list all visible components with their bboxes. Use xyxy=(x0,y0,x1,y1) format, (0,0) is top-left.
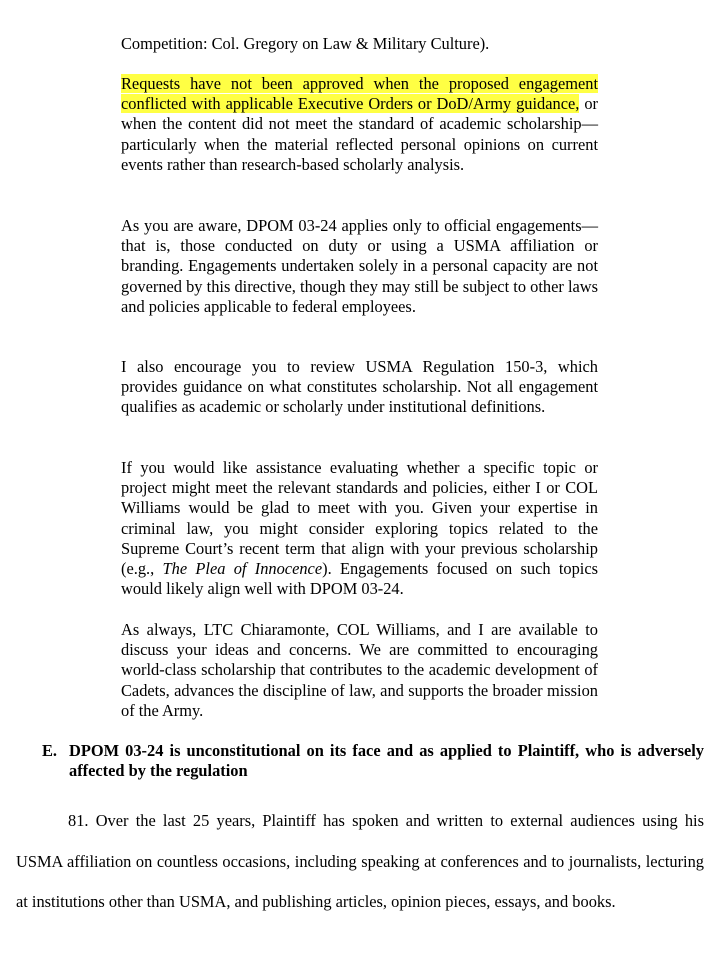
quote-paragraph-0: Competition: Col. Gregory on Law & Military Culture). xyxy=(121,34,490,53)
numbered-paragraph xyxy=(16,801,704,923)
quote-paragraph-3: I also encourage you to review USMA Regulation 150-3, which provides guidance on what constitutes scholarship. Not all engagement qualifies as academic or scholarly under institutional definitions. xyxy=(121,357,598,417)
section-label: E. xyxy=(42,741,58,760)
block-quote-paragraph-4 xyxy=(121,458,598,599)
block-quote-paragraph-5 xyxy=(121,620,598,721)
section-title: DPOM 03-24 is unconstitutional on its face and as applied to Plaintiff, who is adversely affected by the regulation xyxy=(69,741,704,781)
quote-paragraph-2: As you are aware, DPOM 03-24 applies only to official engagements—that is, those conducted on duty or using a USMA affiliation or branding. Engagements undertaken solely in a personal capacity are not governed by this directive, though they may still be subject to other laws and policies applicable to federal employees. xyxy=(121,216,598,316)
quote-paragraph-4-text-a: If you would like assistance evaluating whether a specific topic or project might meet the relevant standards and policies, either I or COL Williams would be glad to meet with you. Given your expertise in criminal law, you might consider exploring topics related to the Supreme Court’s recent term that align with your previous scholarship (e.g., xyxy=(121,458,598,579)
quote-paragraph-4-text-b: ). Engagements focused on such topics would likely align well with DPOM 03-24. xyxy=(121,559,598,599)
highlighted-text: Requests have not been approved when the proposed engagement conflicted with applicable Executive Orders or DoD/Army guidance, xyxy=(121,74,598,114)
block-quote-paragraph-1 xyxy=(121,74,598,175)
quote-paragraph-1-rest: or when the content did not meet the standard of academic scholarship—particularly when the material reflected personal opinions on current events rather than research-based scholarly analysis. xyxy=(121,94,598,174)
book-title: The Plea of Innocence xyxy=(162,559,323,579)
block-quote-paragraph-3 xyxy=(121,357,598,418)
block-quote-paragraph-2 xyxy=(121,216,598,317)
quote-paragraph-1 xyxy=(121,74,598,175)
section-heading xyxy=(42,741,704,781)
quote-paragraph-5: As always, LTC Chiaramonte, COL Williams, and I are available to discuss your ideas and concerns. We are committed to encouraging world-class scholarship that contributes to the academic development of Cadets, advances the discipline of law, and supports the broader mission of the Army. xyxy=(121,620,598,720)
quote-paragraph-4 xyxy=(121,458,598,599)
block-quote xyxy=(121,34,598,54)
paragraph-81: 81. Over the last 25 years, Plaintiff has spoken and written to external audiences using his USMA affiliation on countless occasions, including speaking at conferences and to journalists, lecturing at institutions other than USMA, and publishing articles, opinion pieces, essays, and books. xyxy=(16,811,704,912)
